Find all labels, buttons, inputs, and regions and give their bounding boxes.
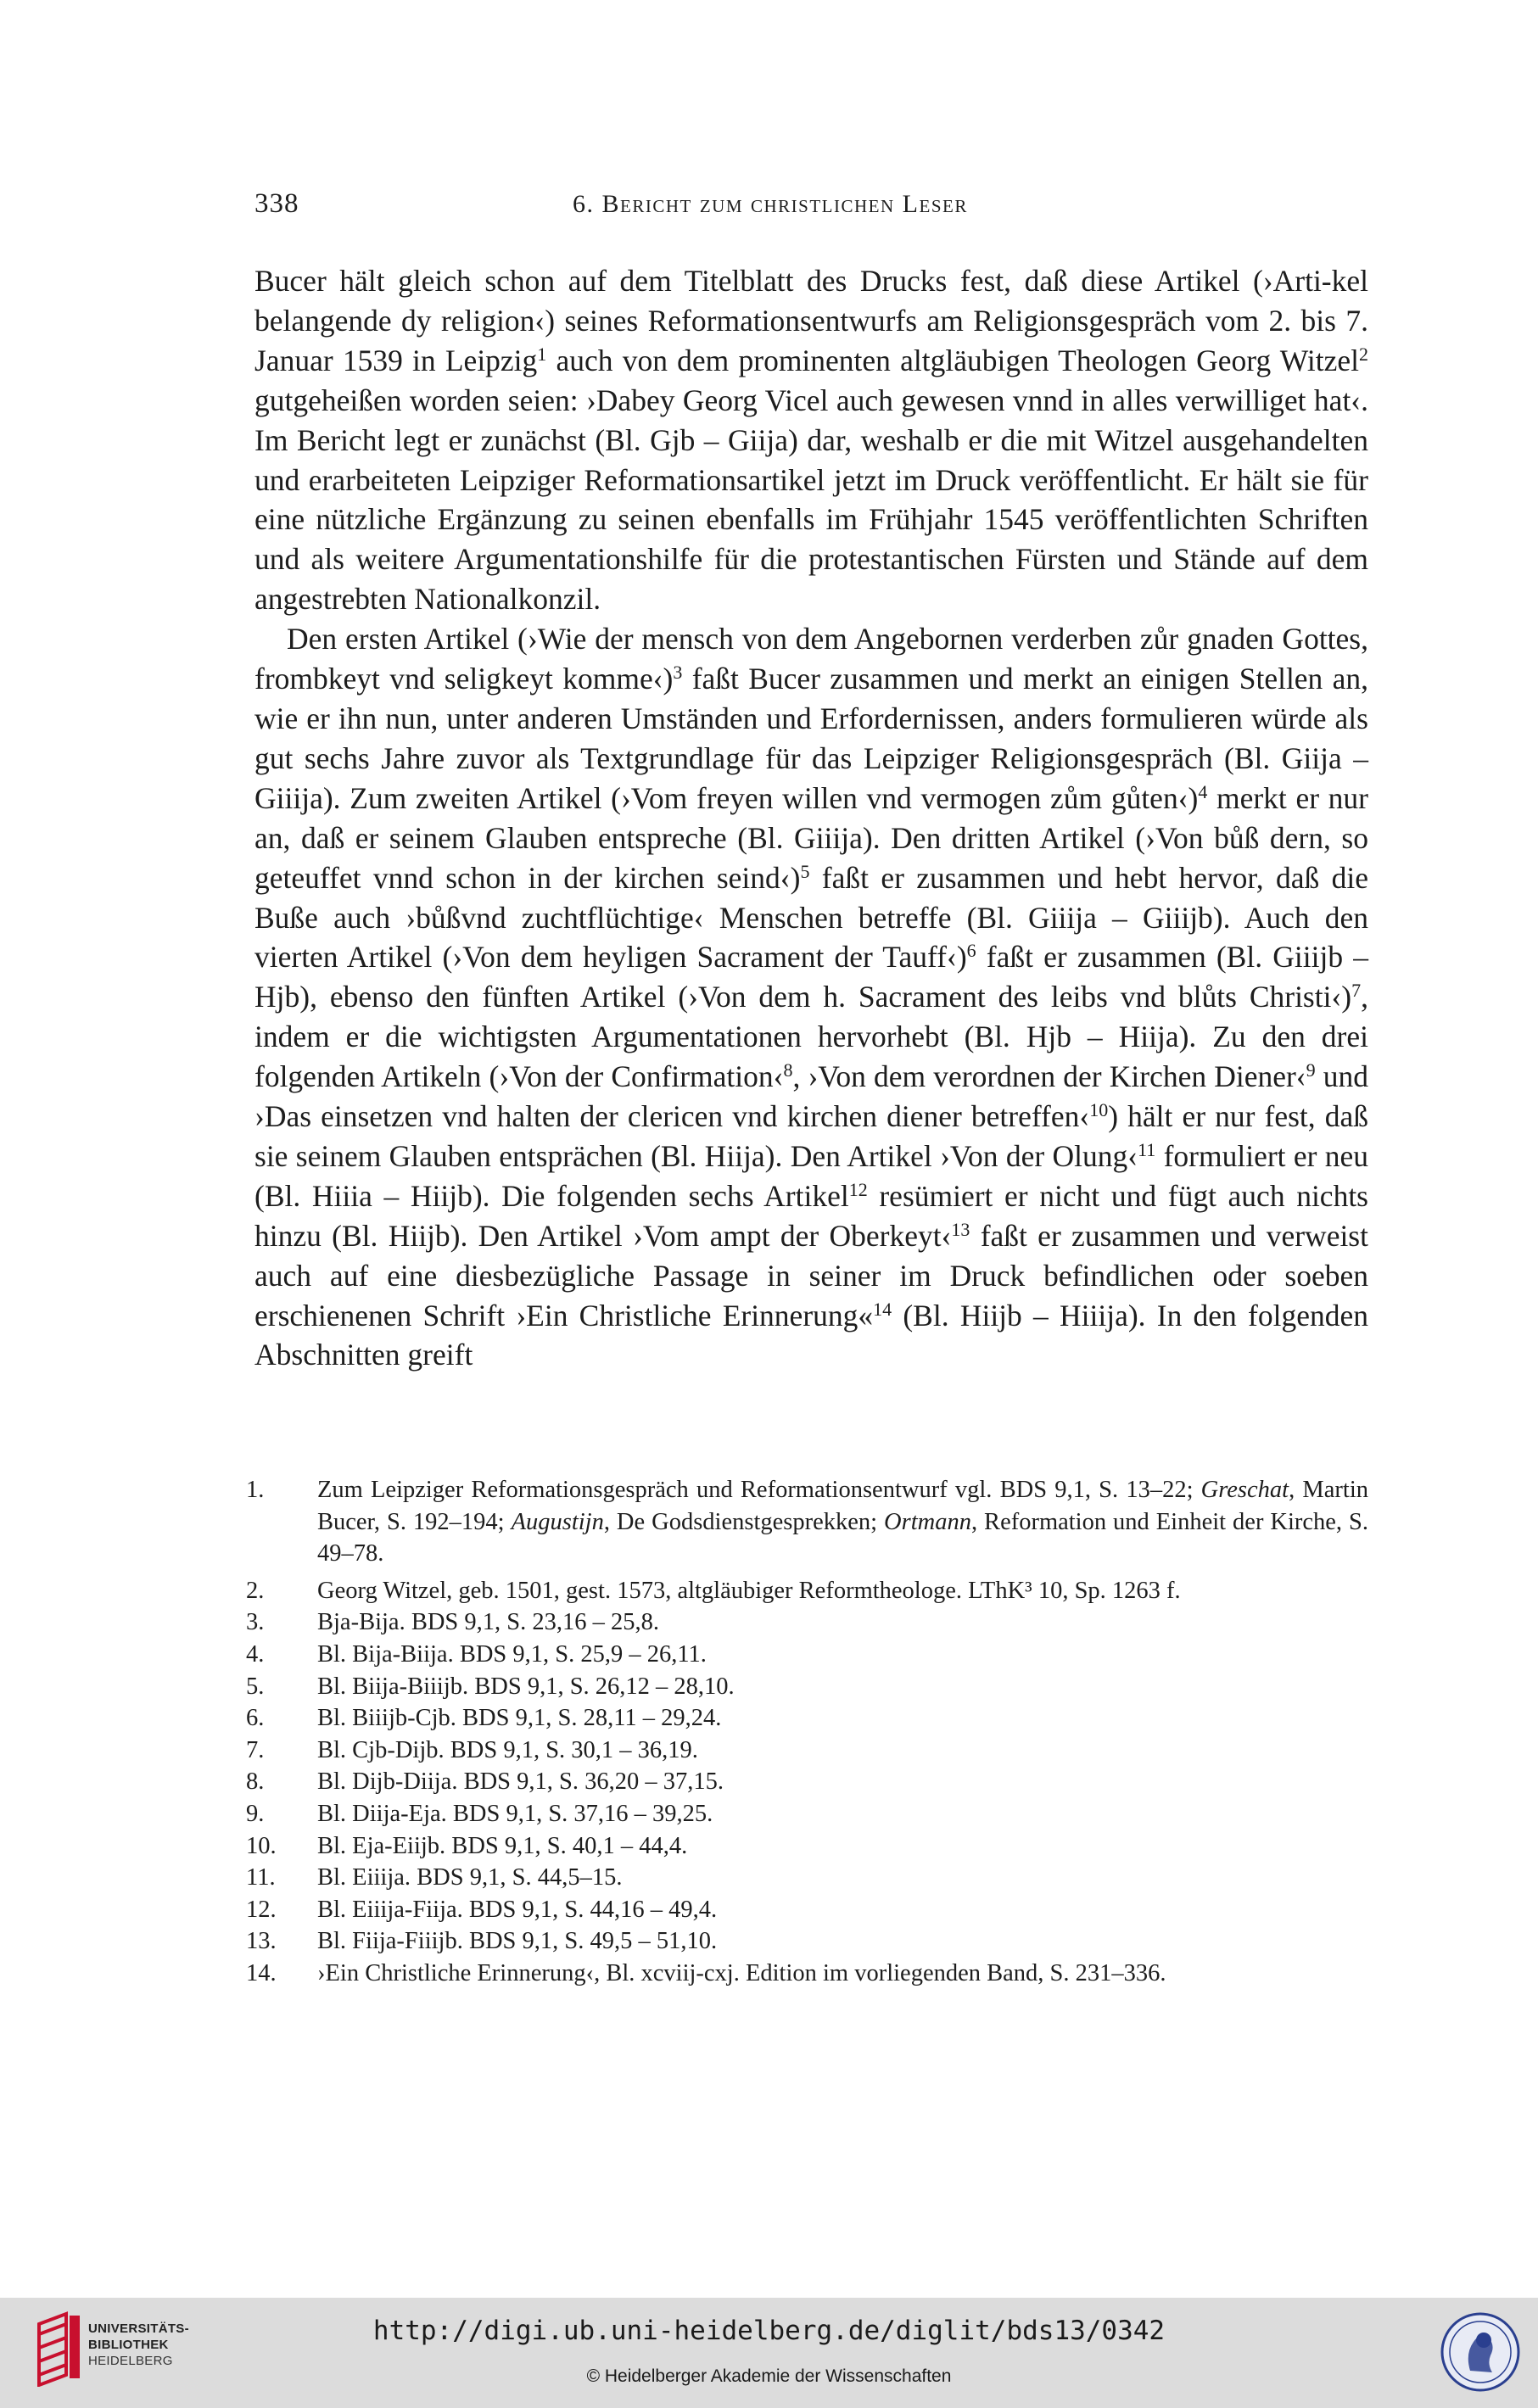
footnote-ref[interactable]: 8 — [783, 1059, 793, 1081]
footnote-text: Bl. Fiija-Fiiijb. BDS 9,1, S. 49,5 – 51,10. — [317, 1928, 718, 1955]
paragraph — [254, 261, 1368, 619]
footnote-ref[interactable]: 3 — [673, 661, 683, 683]
footnote — [246, 1766, 1368, 1798]
footnote-ref[interactable]: 11 — [1138, 1138, 1156, 1160]
author-name: Augustijn — [511, 1508, 604, 1535]
text-run: faßt er zusammen (Bl. Giiijb – Hjb), ebenso den fünften Artikel (›Von dem h. Sacrament des leibs vnd blůts Christi‹) — [254, 940, 1368, 1014]
author-name: Ortmann — [884, 1508, 971, 1535]
footnote-ref[interactable]: 10 — [1089, 1098, 1109, 1120]
footnote — [246, 1639, 1368, 1671]
footnote-number: 3. — [246, 1609, 265, 1636]
logo-line: BIBLIOTHEK — [88, 2338, 169, 2352]
footnote — [246, 1958, 1368, 1990]
footnote-text: Bl. Bija-Biija. BDS 9,1, S. 25,9 – 26,11. — [317, 1640, 707, 1668]
footnote — [246, 1925, 1368, 1958]
academy-seal-icon — [1440, 2311, 1521, 2393]
footnote-number: 5. — [246, 1673, 265, 1700]
footnote-number: 4. — [246, 1640, 265, 1668]
text-run: auch von dem prominenten altgläubigen Theologen Georg Witzel — [546, 343, 1359, 377]
author-name: Greschat — [1200, 1477, 1289, 1503]
footnote-number: 8. — [246, 1768, 265, 1796]
footnote-ref[interactable]: 13 — [951, 1218, 970, 1240]
text-run: , indem er die wichtigsten Argumentationen hervorhebt (Bl. Hjb – Hiija). Zu den drei folgenden Artikeln (›Von der Confirmation‹ — [254, 980, 1368, 1094]
footnote-text: Bl. Eiiija-Fiija. BDS 9,1, S. 44,16 – 49,4. — [317, 1896, 718, 1923]
footnote-number: 1. — [246, 1477, 265, 1503]
text-run: ) hält er nur fest, daß sie seinem Glauben entsprächen (Bl. Hiija). Den Artikel ›Von der Olung‹ — [254, 1099, 1369, 1173]
footnote — [246, 1474, 1368, 1570]
footnote — [246, 1606, 1368, 1639]
body-text — [254, 261, 1368, 1375]
footnote-ref[interactable]: 14 — [873, 1298, 892, 1320]
logo-line: UNIVERSITÄTS- — [88, 2321, 189, 2336]
footnote-text: Bl. Biija-Biiijb. BDS 9,1, S. 26,12 – 28,10. — [317, 1673, 735, 1700]
page-number: 338 — [254, 188, 299, 219]
footnote-number: 10. — [246, 1832, 277, 1859]
footnote — [246, 1862, 1368, 1894]
footnote — [246, 1798, 1368, 1830]
permalink-url[interactable]: http://digi.ub.uni-heidelberg.de/diglit/bds13/0342 — [372, 2316, 1166, 2346]
footnote-ref[interactable]: 2 — [1359, 343, 1368, 365]
footnote-number: 2. — [246, 1577, 265, 1604]
text-run: und ›Das einsetzen vnd halten der clericen vnd kirchen diener betreffen‹ — [254, 1059, 1369, 1134]
text-run: Bucer hält gleich schon auf dem Titelblatt des Drucks fest, daß diese Artikel (›Arti-kel belangende dy religion‹) seines Reformationsentwurfs am Religionsgespräch vom 2. bis 7. Januar 1539 in Leipzig — [254, 264, 1368, 377]
footnote-text: Bja-Bija. BDS 9,1, S. 23,16 – 25,8. — [317, 1609, 659, 1636]
text-run: faßt Bucer zusammen und merkt an einigen Stellen an, wie er ihn nun, unter anderen Umständen und Erfordernissen, anders formulieren würde als gut sechs Jahre zuvor als Textgrundlage für das Leipziger Religionsgespräch (Bl. Giija – Giiija). Zum zweiten Artikel (›Vom freyen willen vnd vermogen zům gůten‹) — [254, 662, 1369, 815]
text-run: (Bl. Hiijb – Hiiija). In den folgenden Abschnitten greift — [254, 1298, 1368, 1372]
logo-line: HEIDELBERG — [88, 2354, 173, 2368]
footnote-text: , Reformation und Einheit der Kirche, S. 49–78. — [317, 1508, 1368, 1567]
footnote-text: , De Godsdienstgesprekken; — [603, 1508, 885, 1535]
text-run: faßt er zusammen und verweist auch auf eine diesbezügliche Passage in seiner im Druck befindlichen oder soeben erschienenen Schrift ›Ein Christliche Erinnerung« — [254, 1218, 1368, 1333]
footnote-text: Zum Leipziger Reformationsgespräch und Reformationsentwurf vgl. BDS 9,1, S. 13–22; — [317, 1477, 1201, 1503]
footnote — [246, 1702, 1368, 1735]
footnote-text: Georg Witzel, geb. 1501, gest. 1573, altgläubiger Reformtheologe. LThK³ 10, Sp. 1263 f. — [317, 1577, 1181, 1604]
text-run: , ›Von dem verordnen der Kirchen Diener‹ — [792, 1059, 1306, 1094]
footnote-number: 13. — [246, 1928, 277, 1955]
footnote-text: Bl. Dijb-Diija. BDS 9,1, S. 36,20 – 37,15. — [317, 1768, 724, 1796]
footnote-ref[interactable]: 4 — [1198, 780, 1208, 802]
running-head: 6. Bericht zum christlichen Leser — [573, 190, 968, 218]
footnote-text: Bl. Diija-Eja. BDS 9,1, S. 37,16 – 39,25. — [317, 1800, 713, 1827]
footnote-ref[interactable]: 5 — [800, 860, 810, 882]
paragraph — [254, 619, 1368, 1375]
footnote — [246, 1671, 1368, 1703]
footnote-text: Bl. Biiijb-Cjb. BDS 9,1, S. 28,11 – 29,24. — [317, 1705, 722, 1732]
text-run: faßt er zusammen und hebt hervor, daß die Buße auch ›bůßvnd zuchtflüchtige‹ Menschen betreffe (Bl. Giiija – Giiijb). Auch den vierten Artikel (›Von dem heyligen Sacrament der Tauff‹) — [254, 860, 1368, 975]
footnote-text: Bl. Eiiija. BDS 9,1, S. 44,5–15. — [317, 1864, 623, 1891]
footnote-ref[interactable]: 6 — [966, 940, 976, 962]
footnote-text: Bl. Eja-Eiijb. BDS 9,1, S. 40,1 – 44,4. — [317, 1832, 688, 1859]
footnote — [246, 1830, 1368, 1863]
footnote-number: 11. — [246, 1864, 276, 1891]
footnote-ref[interactable]: 12 — [848, 1178, 868, 1200]
footnote-number: 12. — [246, 1896, 277, 1923]
footnote-number: 7. — [246, 1736, 265, 1763]
text-run: Den ersten Artikel (›Wie der mensch von dem Angebornen verderben zůr gnaden Gottes, frombkeyt vnd seligkeyt komme‹) — [254, 622, 1368, 696]
text-run: gutgeheißen worden seien: ›Dabey Georg Vicel auch gewesen vnnd in alles verwilliget hat‹. Im Bericht legt er zunächst (Bl. Gjb – Giija) dar, weshalb er die mit Witzel ausgehandelten und erarbeiteten Leipziger Reformationsartikel jetzt im Druck veröffentlicht. Er hält sie für eine nützliche Ergänzung zu seinen ebenfalls im Frühjahr 1545 veröffentlichten Schriften und als weitere Argumentationshilfe für die protestantischen Fürsten und Stände auf dem angestrebten Nationalkonzil. — [254, 383, 1368, 617]
footnotes — [246, 1474, 1368, 1990]
copyright-notice: © Heidelberger Akademie der Wissenschaften — [586, 2366, 952, 2386]
footnote-text: ›Ein Christliche Erinnerung‹, Bl. xcviij-cxj. Edition im vorliegenden Band, S. 231–336. — [317, 1959, 1166, 1986]
footnote-ref[interactable]: 9 — [1306, 1059, 1316, 1081]
footnote — [246, 1735, 1368, 1767]
footnote-number: 9. — [246, 1800, 265, 1827]
footer-bar — [0, 2298, 1538, 2408]
footnote-number: 14. — [246, 1959, 277, 1986]
text-run: formuliert er neu (Bl. Hiiia – Hiijb). Die folgenden sechs Artikel — [254, 1138, 1369, 1213]
footnote — [246, 1894, 1368, 1926]
footnote-ref[interactable]: 1 — [537, 343, 547, 365]
text-run: merkt er nur an, daß er seinem Glauben entspreche (Bl. Giiija). Den dritten Artikel (›Von bůß dern, so geteuffet vnnd schon in der kirchen seind‹) — [254, 780, 1368, 895]
text-run: resümiert er nicht und fügt auch nichts hinzu (Bl. Hiijb). Den Artikel ›Vom ampt der Oberkeyt‹ — [254, 1178, 1368, 1253]
footnote-text: Bl. Cjb-Dijb. BDS 9,1, S. 30,1 – 36,19. — [317, 1736, 698, 1763]
footnote-ref[interactable]: 7 — [1351, 980, 1362, 1002]
footnote-text: , Martin Bucer, S. 192–194; — [317, 1477, 1368, 1535]
footnote — [246, 1575, 1368, 1607]
footnote-number: 6. — [246, 1705, 265, 1732]
